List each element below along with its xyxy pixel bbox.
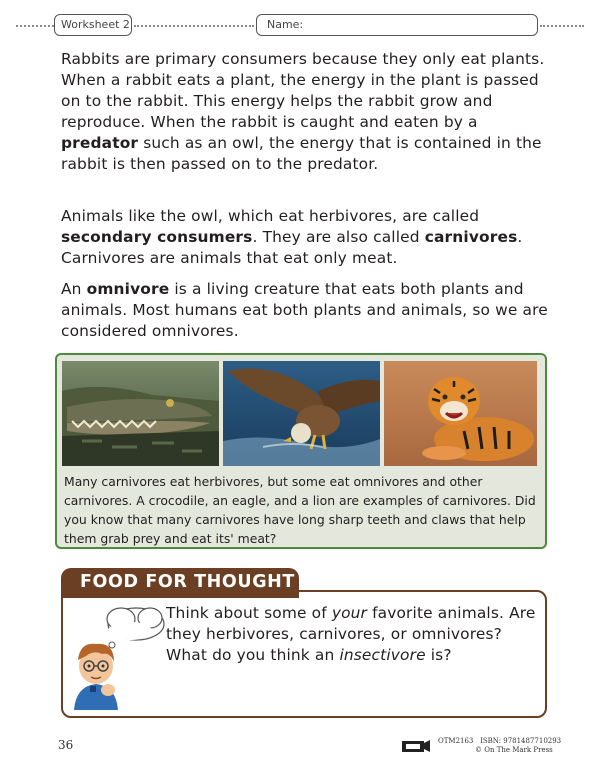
product-code: OTM2163 [438, 737, 474, 745]
paragraph-text: such as an owl, the energy that is contained in the rabbit is then passed on to the predator. [61, 134, 542, 173]
paragraph-text: . Carnivores are animals that eat only meat. [61, 228, 523, 267]
paragraph-primary-consumers [61, 49, 551, 175]
photo-caption: Many carnivores eat herbivores, but some eat omnivores and other carnivores. A crocodile, an eagle, and a lion are examples of carnivores. Did you know that many carnivores have long sharp teeth and claws that help them grab prey and eat its' meat? [64, 474, 536, 546]
publisher-logo-icon [400, 738, 432, 754]
copyright: © On The Mark Press [475, 746, 553, 754]
paragraph-omnivore [61, 279, 551, 342]
page-number: 36 [58, 738, 74, 752]
name-field[interactable]: Name: [256, 14, 538, 36]
question-text: Think about some of [166, 604, 332, 622]
thinking-boy-icon [66, 600, 166, 710]
header-dotted-rule-middle [134, 25, 254, 27]
header-dotted-rule-right [540, 25, 584, 27]
paragraph-text: Rabbits are primary consumers because they only eat plants. When a rabbit eats a plant, the energy in the plant is passed on to the rabbit. This energy helps the rabbit grow and reproduce. When the rabbit is caught and eaten by a [61, 50, 545, 131]
food-for-thought-title: FOOD FOR THOUGHT [80, 572, 295, 592]
question-text: favorite animals. Are they herbivores, carnivores, or omnivores? What do you think an [166, 604, 536, 664]
question-emphasis: your [331, 604, 368, 622]
term-insectivore: insectivore [339, 646, 426, 664]
eagle-photo [223, 361, 380, 466]
crocodile-photo [62, 361, 219, 466]
question-text: is? [425, 646, 452, 664]
worksheet-label: Worksheet 2 [54, 14, 132, 36]
term-secondary-consumers: secondary consumers [61, 228, 253, 246]
paragraph-text: Animals like the owl, which eat herbivores, are called [61, 207, 480, 225]
term-carnivores: carnivores [424, 228, 518, 246]
paragraph-secondary-consumers [61, 206, 551, 269]
paragraph-text: . They are also called [252, 228, 425, 246]
term-omnivore: omnivore [86, 280, 170, 298]
header-dotted-rule-left [16, 25, 54, 27]
carnivore-photo-box [55, 353, 547, 549]
publisher-code-isbn [438, 737, 561, 745]
tiger-photo [384, 361, 537, 466]
paragraph-text: is a living creature that eats both plants and animals. Most humans eat both plants and animals, so we are considered omnivores. [61, 280, 548, 340]
food-for-thought-question [166, 603, 536, 666]
term-predator: predator [61, 134, 139, 152]
isbn: ISBN: 9781487710293 [480, 737, 562, 745]
paragraph-text: An [61, 280, 87, 298]
